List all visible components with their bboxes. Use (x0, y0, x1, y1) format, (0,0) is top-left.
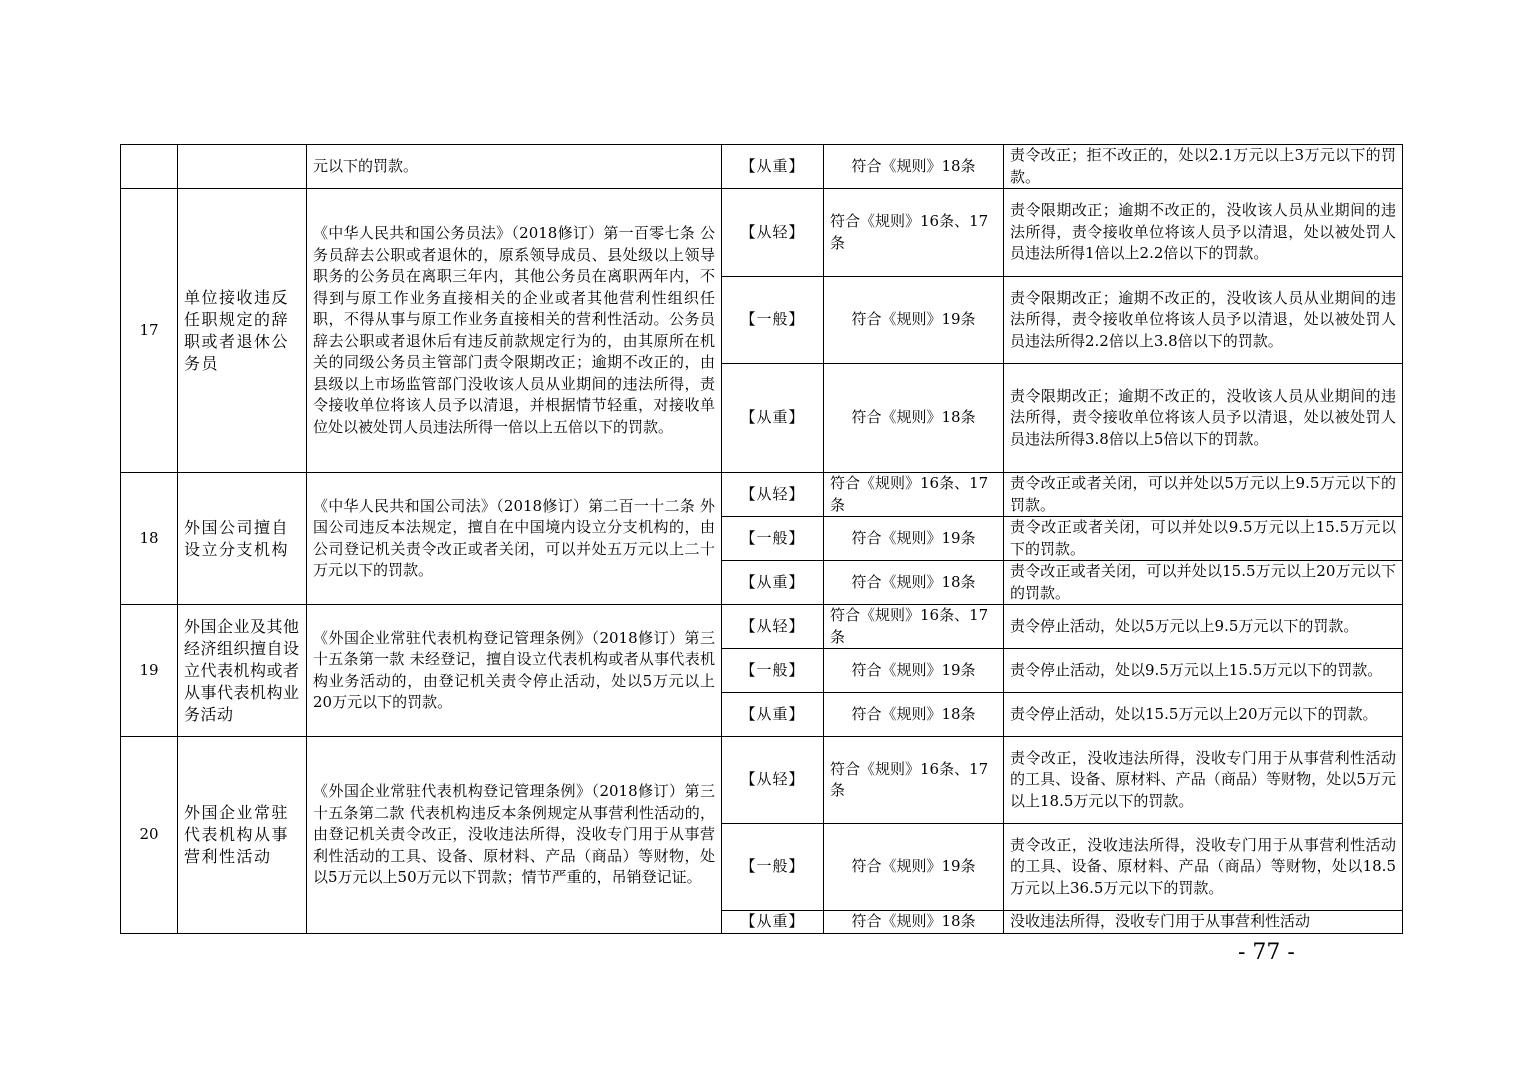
penalty-standard: 责令改正或者关闭，可以并处以15.5万元以上20万元以下的罚款。 (1004, 561, 1403, 605)
penalty-standard: 责令限期改正；逾期不改正的，没收该人员从业期间的违法所得，责令接收单位将该人员予以清退，处以被处罚人员违法所得1倍以上2.2倍以下的罚款。 (1004, 189, 1403, 277)
legal-basis: 《外国企业常驻代表机构登记管理条例》（2018修订）第三十五条第一款 未经登记，擅自设立代表机构或者从事代表机构业务活动的，由登记机关责令停止活动，处以5万元以上20万元以下的罚款。 (307, 605, 722, 737)
penalty-standard: 责令限期改正；逾期不改正的，没收该人员从业期间的违法所得，责令接收单位将该人员予以清退，处以被处罚人员违法所得2.2倍以上3.8倍以下的罚款。 (1004, 277, 1403, 364)
table-row (121, 145, 1403, 189)
table-row (121, 189, 1403, 277)
discretion-grade: 【从轻】 (722, 189, 824, 277)
applicable-rule: 符合《规则》19条 (824, 824, 1004, 911)
violation-title: 外国企业及其他经济组织擅自设立代表机构或者从事代表机构业务活动 (178, 605, 307, 737)
row-number (121, 145, 178, 189)
penalty-standard-table (120, 144, 1403, 934)
violation-title: 单位接收违反任职规定的辞职或者退休公务员 (178, 189, 307, 473)
discretion-grade: 【从轻】 (722, 605, 824, 649)
discretion-grade: 【一般】 (722, 649, 824, 693)
discretion-grade: 【从重】 (722, 911, 824, 934)
table-row (121, 605, 1403, 649)
discretion-grade: 【从轻】 (722, 473, 824, 517)
legal-basis: 《中华人民共和国公务员法》（2018修订）第一百零七条 公务员辞去公职或者退休的，原系领导成员、县处级以上领导职务的公务员在离职三年内，其他公务员在离职两年内，不得到与原工作业务直接相关的企业或者其他营利性组织任职，不得从事与原工作业务直接相关的营利性活动。公务员辞去公职或者退休后有违反前款规定行为的，由其原所在机关的同级公务员主管部门责令限期改正；逾期不改正的，由县级以上市场监管部门没收该人员从业期间的违法所得，责令接收单位将该人员予以清退，并根据情节轻重，对接收单位处以被处罚人员违法所得一倍以上五倍以下的罚款。 (307, 189, 722, 473)
discretion-grade: 【从重】 (722, 693, 824, 737)
violation-title: 外国公司擅自设立分支机构 (178, 473, 307, 605)
applicable-rule: 符合《规则》18条 (824, 561, 1004, 605)
penalty-standard: 责令改正或者关闭，可以并处以9.5万元以上15.5万元以下的罚款。 (1004, 517, 1403, 561)
violation-title: 外国企业常驻代表机构从事营利性活动 (178, 737, 307, 934)
applicable-rule: 符合《规则》16条、17条 (824, 189, 1004, 277)
applicable-rule: 符合《规则》18条 (824, 693, 1004, 737)
discretion-grade: 【从轻】 (722, 737, 824, 824)
discretion-grade: 【从重】 (722, 145, 824, 189)
penalty-standard: 责令改正；拒不改正的，处以2.1万元以上3万元以下的罚款。 (1004, 145, 1403, 189)
table-row (121, 737, 1403, 824)
discretion-grade: 【从重】 (722, 561, 824, 605)
applicable-rule: 符合《规则》18条 (824, 364, 1004, 473)
penalty-standard: 责令停止活动，处以15.5万元以上20万元以下的罚款。 (1004, 693, 1403, 737)
row-number: 18 (121, 473, 178, 605)
discretion-grade: 【一般】 (722, 277, 824, 364)
applicable-rule: 符合《规则》19条 (824, 649, 1004, 693)
applicable-rule: 符合《规则》18条 (824, 911, 1004, 934)
applicable-rule: 符合《规则》19条 (824, 277, 1004, 364)
applicable-rule: 符合《规则》19条 (824, 517, 1004, 561)
row-number: 19 (121, 605, 178, 737)
page-number: - 77 - (1238, 940, 1295, 965)
row-number: 17 (121, 189, 178, 473)
applicable-rule: 符合《规则》16条、17条 (824, 737, 1004, 824)
row-number: 20 (121, 737, 178, 934)
penalty-standard: 没收违法所得，没收专门用于从事营利性活动 (1004, 911, 1403, 934)
applicable-rule: 符合《规则》18条 (824, 145, 1004, 189)
penalty-standard: 责令停止活动，处以5万元以上9.5万元以下的罚款。 (1004, 605, 1403, 649)
applicable-rule: 符合《规则》16条、17条 (824, 473, 1004, 517)
legal-basis: 《外国企业常驻代表机构登记管理条例》（2018修订）第三十五条第二款 代表机构违反本条例规定从事营利性活动的，由登记机关责令改正，没收违法所得，没收专门用于从事营利性活动的工具、设备、原材料、产品（商品）等财物，处以5万元以上50万元以下罚款；情节严重的，吊销登记证。 (307, 737, 722, 934)
penalty-standard: 责令改正，没收违法所得，没收专门用于从事营利性活动的工具、设备、原材料、产品（商品）等财物，处以5万元以上18.5万元以下的罚款。 (1004, 737, 1403, 824)
discretion-grade: 【一般】 (722, 517, 824, 561)
penalty-standard: 责令限期改正；逾期不改正的，没收该人员从业期间的违法所得，责令接收单位将该人员予以清退，处以被处罚人员违法所得3.8倍以上5倍以下的罚款。 (1004, 364, 1403, 473)
penalty-standard: 责令停止活动，处以9.5万元以上15.5万元以下的罚款。 (1004, 649, 1403, 693)
discretion-grade: 【一般】 (722, 824, 824, 911)
discretion-grade: 【从重】 (722, 364, 824, 473)
legal-basis: 元以下的罚款。 (307, 145, 722, 189)
legal-basis: 《中华人民共和国公司法》（2018修订）第二百一十二条 外国公司违反本法规定，擅自在中国境内设立分支机构的，由公司登记机关责令改正或者关闭，可以并处五万元以上二十万元以下的罚款。 (307, 473, 722, 605)
penalty-standard: 责令改正或者关闭，可以并处以5万元以上9.5万元以下的罚款。 (1004, 473, 1403, 517)
penalty-standard: 责令改正，没收违法所得，没收专门用于从事营利性活动的工具、设备、原材料、产品（商品）等财物，处以18.5万元以上36.5万元以下的罚款。 (1004, 824, 1403, 911)
violation-title (178, 145, 307, 189)
table-row (121, 473, 1403, 517)
applicable-rule: 符合《规则》16条、17条 (824, 605, 1004, 649)
